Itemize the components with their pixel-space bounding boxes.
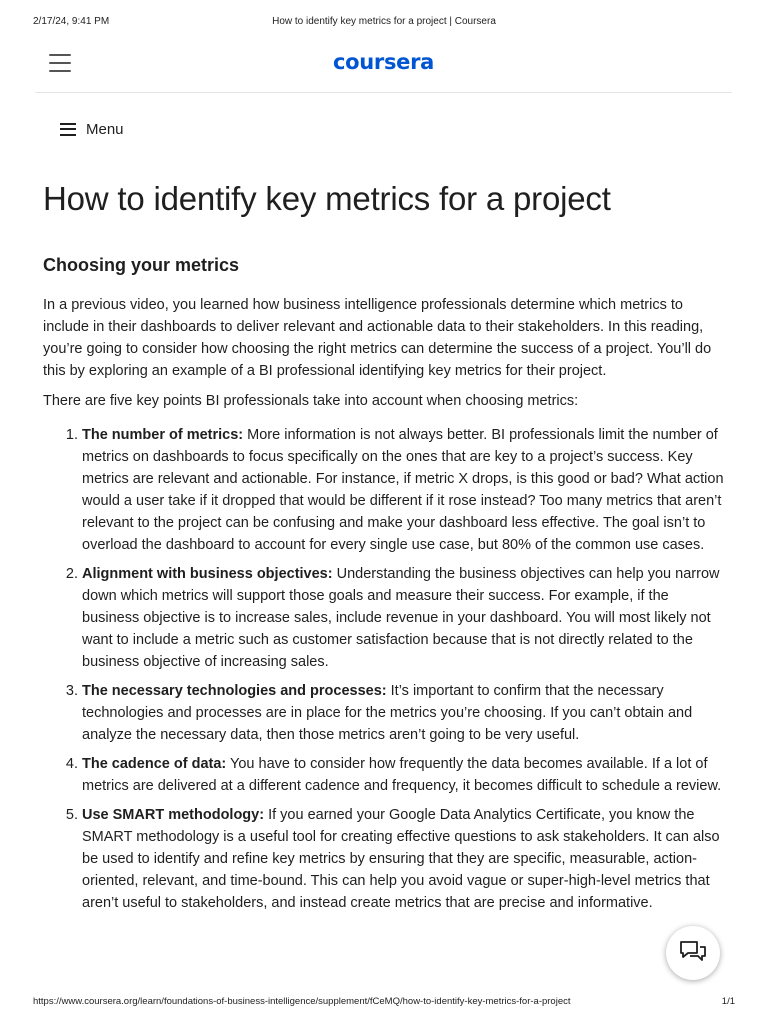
section-heading: Choosing your metrics (43, 255, 240, 275)
lead-paragraph: There are five key points BI professionals take into account when choosing metrics: (43, 393, 579, 409)
point-term: The necessary technologies and processes: (82, 683, 387, 699)
point-text: You have to consider how frequently the data becomes available. If a lot of metrics are delivered at a different cadence and frequency, it becomes difficult to schedule a review. (82, 756, 722, 794)
list-item (82, 753, 728, 797)
point-term: Use SMART methodology: (82, 807, 265, 823)
point-term: The number of metrics: (82, 427, 244, 443)
print-header (0, 16, 768, 30)
point-term: The cadence of data: (82, 756, 227, 772)
point-text: More information is not always better. BI professionals limit the number of metrics on dashboards to focus specifically on the ones that are key to a project’s success. Key metrics are relevant and actionable. For instance, if metric X drops, is this good or bad? What action would a user take if it dropped that would be different if it rose instead? Too many metrics that aren’t relevant to the project can be confusing and make your dashboard less effective. The goal isn’t to overload the dashboard to account for every single use case, but 80% of the common use cases. (82, 427, 724, 553)
list-item (82, 804, 728, 914)
key-points-list (43, 424, 728, 914)
menu-button[interactable] (60, 118, 124, 140)
list-item (82, 424, 728, 556)
print-page-number: 1/1 (721, 996, 735, 1007)
chat-button[interactable] (666, 926, 720, 980)
chat-icon (678, 939, 708, 967)
point-text: If you earned your Google Data Analytics Certificate, you know the SMART methodology is a useful tool for creating effective questions to ask stakeholders. It can also be used to identify and refine key metrics by ensuring that they are specific, measurable, action-oriented, relevant, and time-bound. This can help you avoid vague or super-high-level metrics that aren’t useful to stakeholders, and instead create metrics that are precise and informative. (82, 807, 720, 911)
print-date: 2/17/24, 9:41 PM (33, 16, 110, 27)
print-footer (0, 996, 768, 1010)
article-body (43, 294, 728, 921)
point-text: It’s important to confirm that the necessary technologies and processes are in place for the metrics you’re choosing. If you can’t obtain and analyze the necessary data, then those metrics aren’t going to be very useful. (82, 683, 693, 743)
intro-paragraph: In a previous video, you learned how business intelligence professionals determine which metrics to include in their dashboards to deliver relevant and actionable data to their stakeholders. In this reading, you’re going to consider how choosing the right metrics can determine the success of a project. You’ll do this by exploring an example of a BI professional identifying key metrics for their project. (43, 297, 712, 379)
coursera-logo[interactable]: coursera (332, 50, 435, 74)
point-term: Alignment with business objectives: (82, 566, 333, 582)
site-header (35, 40, 732, 93)
list-item (82, 563, 728, 673)
page-title: How to identify key metrics for a project (43, 180, 611, 217)
print-title: How to identify key metrics for a project | Coursera (272, 16, 496, 27)
print-url: https://www.coursera.org/learn/foundations-of-business-intelligence/supplement/fCeMQ/how-to-identify-key-metrics-for-a-project (33, 996, 571, 1007)
menu-label: Menu (86, 120, 124, 138)
menu-icon (60, 123, 76, 136)
point-text: Understanding the business objectives can help you narrow down which metrics will support those goals and measure their success. For example, if the business objective is to increase sales, include revenue in your dashboard. You will most likely not want to include a metric such as customer satisfaction because that is not directly related to the business objective of increasing sales. (82, 566, 720, 670)
list-item (82, 680, 728, 746)
